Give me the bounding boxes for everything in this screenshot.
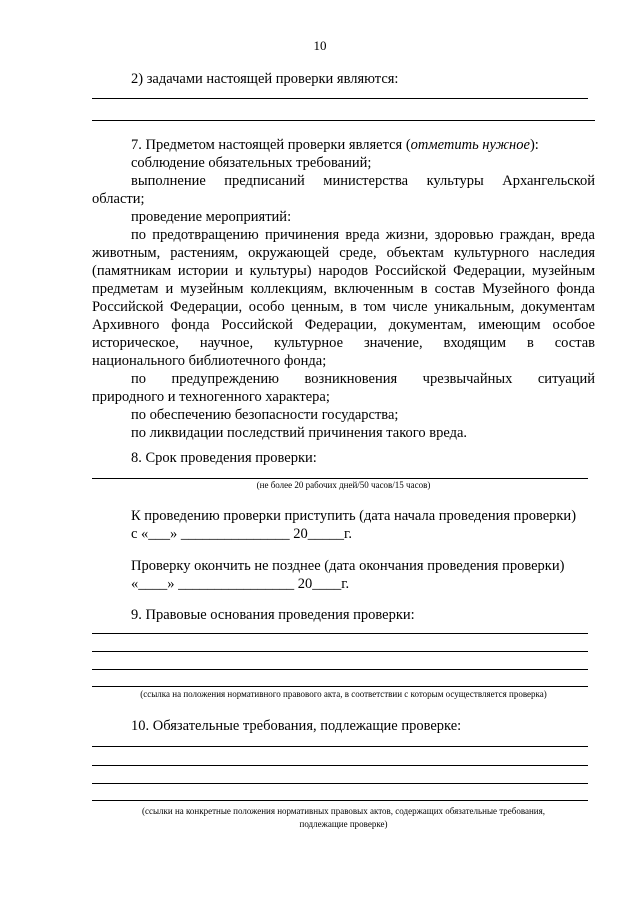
prevent-line: Российской Федерации, особо ценным, в том числе уникальным, документам <box>92 299 595 315</box>
section-8-heading: 8. Срок проведения проверки: <box>131 450 317 466</box>
blank-line <box>92 800 588 801</box>
section-10-note-line-2: подлежащие проверке) <box>299 819 388 829</box>
blank-line <box>92 686 588 687</box>
section-9-heading: 9. Правовые основания проведения проверки: <box>131 607 415 623</box>
item-orders-line-1: выполнение предписаний министерства культуры Архангельской <box>131 173 595 189</box>
prevent-line: предметам и музейным коллекциям, включенным в состав Музейного фонда <box>92 281 595 297</box>
item-compliance: соблюдение обязательных требований; <box>131 155 372 171</box>
blank-line <box>92 669 588 670</box>
section-9-note: (ссылка на положения нормативного правового акта, в соответствии с которым осуществляется проверка) <box>140 689 547 699</box>
blank-line <box>92 746 588 747</box>
blank-line <box>92 651 588 652</box>
section-7-heading-italic: отметить нужное <box>410 137 530 153</box>
start-date-blank: с «___» _______________ 20_____г. <box>131 526 352 542</box>
item-elimination: по ликвидации последствий причинения такого вреда. <box>131 425 468 441</box>
section-7-heading-pre: 7. Предметом настоящей проверки является ( <box>131 137 411 153</box>
section-10-note-line-1: (ссылки на конкретные положения нормативных правовых актов, содержащих обязательные требования, <box>141 806 546 816</box>
section-8-note: (не более 20 рабочих дней/50 часов/15 часов) <box>256 480 431 490</box>
blank-line <box>92 765 588 766</box>
blank-line <box>92 783 588 784</box>
item-security: по обеспечению безопасности государства; <box>131 407 399 423</box>
section-7-heading-post: ): <box>529 137 539 153</box>
end-date-blank: «____» ________________ 20____г. <box>131 576 350 592</box>
tasks-heading: 2) задачами настоящей проверки являются: <box>131 71 399 87</box>
prevent-line: (памятникам истории и культуры) народов Российской Федерации, музейным <box>92 263 595 279</box>
item-orders-line-2: области; <box>92 191 145 207</box>
start-date-label: К проведению проверки приступить (дата начала проведения проверки) <box>131 508 577 524</box>
prevent-line: национального библиотечного фонда; <box>92 353 327 369</box>
page-number: 10 <box>313 38 327 53</box>
blank-line <box>92 120 595 121</box>
prevent-line: историческое, научное, культурное значение, входящим в состав <box>92 335 595 351</box>
prevent-line: по предотвращению причинения вреда жизни, здоровью граждан, вреда <box>131 227 595 243</box>
blank-line <box>92 98 588 99</box>
item-emergency-line-1: по предупреждению возникновения чрезвычайных ситуаций <box>131 371 595 387</box>
prevent-line: Архивного фонда Российской Федерации, документам, имеющим особое <box>92 317 595 333</box>
item-measures: проведение мероприятий: <box>131 209 292 225</box>
item-emergency-line-2: природного и техногенного характера; <box>92 389 330 405</box>
end-date-label: Проверку окончить не позднее (дата окончания проведения проверки) <box>131 558 565 574</box>
prevent-line: животным, растениям, окружающей среде, объектам культурного наследия <box>92 245 595 261</box>
section-7-heading <box>131 136 539 154</box>
section-10-heading: 10. Обязательные требования, подлежащие проверке: <box>131 718 462 734</box>
blank-line <box>92 633 588 634</box>
